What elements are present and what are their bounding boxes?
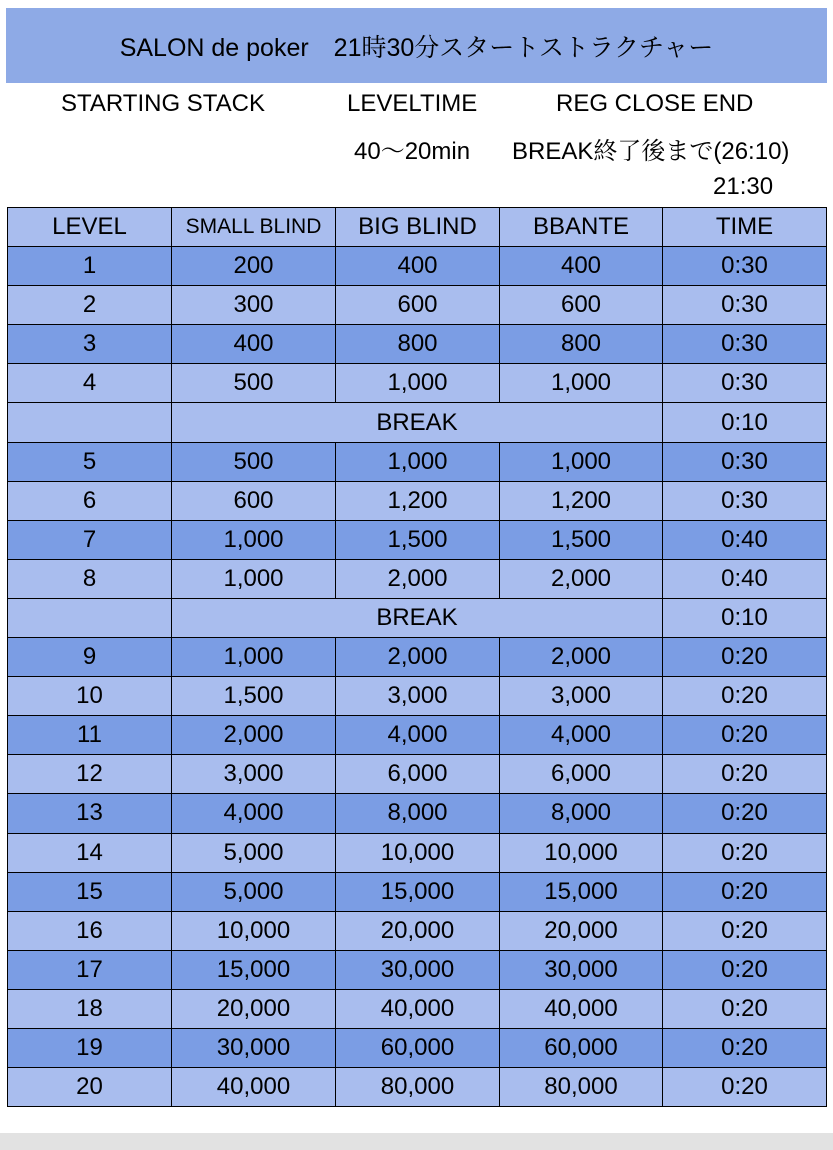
big-blind-cell: 60,000: [336, 1028, 500, 1067]
big-blind-cell: 4,000: [336, 716, 500, 755]
time-cell: 0:20: [663, 755, 827, 794]
level-cell: 6: [8, 481, 172, 520]
time-cell: 0:20: [663, 911, 827, 950]
bbante-cell: 6,000: [500, 755, 663, 794]
start-time: 21:30: [713, 173, 774, 200]
time-cell: 0:20: [663, 872, 827, 911]
bbante-cell: 1,500: [500, 520, 663, 559]
big-blind-cell: 1,000: [336, 442, 500, 481]
time-cell: 0:20: [663, 638, 827, 677]
small-blind-cell: 600: [172, 481, 336, 520]
small-blind-cell: 5,000: [172, 872, 336, 911]
small-blind-cell: 400: [172, 325, 336, 364]
level-row: [8, 364, 827, 403]
level-row: [8, 638, 827, 677]
level-row: [8, 989, 827, 1028]
level-row: [8, 481, 827, 520]
bbante-cell: 60,000: [500, 1028, 663, 1067]
level-cell: 20: [8, 1068, 172, 1107]
blind-structure-table: [7, 207, 827, 1107]
bbante-cell: 1,000: [500, 364, 663, 403]
header-bbante: BBANTE: [500, 208, 663, 247]
small-blind-cell: 500: [172, 442, 336, 481]
small-blind-cell: 1,000: [172, 638, 336, 677]
big-blind-cell: 800: [336, 325, 500, 364]
starting-stack-label: STARTING STACK: [61, 90, 266, 117]
level-cell: 7: [8, 520, 172, 559]
reg-close-value: BREAK終了後まで(26:10): [512, 138, 790, 165]
leveltime-value: 40〜20min: [354, 138, 471, 165]
level-cell: 3: [8, 325, 172, 364]
bottom-bar: [0, 1133, 833, 1150]
break-time: 0:10: [663, 403, 827, 442]
time-cell: 0:20: [663, 716, 827, 755]
small-blind-cell: 20,000: [172, 989, 336, 1028]
bbante-cell: 10,000: [500, 833, 663, 872]
break-level-cell: [8, 403, 172, 442]
time-cell: 0:20: [663, 1028, 827, 1067]
big-blind-cell: 600: [336, 286, 500, 325]
big-blind-cell: 8,000: [336, 794, 500, 833]
small-blind-cell: 10,000: [172, 911, 336, 950]
time-cell: 0:30: [663, 364, 827, 403]
small-blind-cell: 1,000: [172, 520, 336, 559]
level-row: [8, 833, 827, 872]
header-big-blind: BIG BLIND: [336, 208, 500, 247]
level-row: [8, 1068, 827, 1107]
small-blind-cell: 3,000: [172, 755, 336, 794]
break-label: BREAK: [172, 598, 663, 637]
level-cell: 16: [8, 911, 172, 950]
level-cell: 15: [8, 872, 172, 911]
time-cell: 0:30: [663, 442, 827, 481]
big-blind-cell: 15,000: [336, 872, 500, 911]
header-small-blind: SMALL BLIND: [172, 208, 336, 247]
big-blind-cell: 80,000: [336, 1068, 500, 1107]
level-cell: 4: [8, 364, 172, 403]
level-cell: 12: [8, 755, 172, 794]
level-row: [8, 559, 827, 598]
break-level-cell: [8, 598, 172, 637]
big-blind-cell: 2,000: [336, 638, 500, 677]
level-row: [8, 911, 827, 950]
small-blind-cell: 30,000: [172, 1028, 336, 1067]
reg-close-label: REG CLOSE END: [556, 90, 754, 117]
bbante-cell: 40,000: [500, 989, 663, 1028]
level-cell: 10: [8, 677, 172, 716]
level-row: [8, 950, 827, 989]
small-blind-cell: 300: [172, 286, 336, 325]
level-cell: 18: [8, 989, 172, 1028]
title-banner: [6, 8, 827, 83]
small-blind-cell: 1,500: [172, 677, 336, 716]
big-blind-cell: 40,000: [336, 989, 500, 1028]
level-cell: 14: [8, 833, 172, 872]
big-blind-cell: 6,000: [336, 755, 500, 794]
level-row: [8, 872, 827, 911]
small-blind-cell: 5,000: [172, 833, 336, 872]
small-blind-cell: 1,000: [172, 559, 336, 598]
level-cell: 19: [8, 1028, 172, 1067]
level-cell: 17: [8, 950, 172, 989]
big-blind-cell: 10,000: [336, 833, 500, 872]
time-cell: 0:20: [663, 677, 827, 716]
bbante-cell: 400: [500, 247, 663, 286]
level-row: [8, 755, 827, 794]
bbante-cell: 15,000: [500, 872, 663, 911]
bbante-cell: 1,000: [500, 442, 663, 481]
big-blind-cell: 20,000: [336, 911, 500, 950]
big-blind-cell: 1,500: [336, 520, 500, 559]
time-cell: 0:30: [663, 286, 827, 325]
level-cell: 8: [8, 559, 172, 598]
level-row: [8, 442, 827, 481]
bbante-cell: 80,000: [500, 1068, 663, 1107]
time-cell: 0:20: [663, 1068, 827, 1107]
level-row: [8, 286, 827, 325]
level-row: [8, 716, 827, 755]
big-blind-cell: 30,000: [336, 950, 500, 989]
level-cell: 11: [8, 716, 172, 755]
time-cell: 0:20: [663, 989, 827, 1028]
big-blind-cell: 1,000: [336, 364, 500, 403]
bbante-cell: 3,000: [500, 677, 663, 716]
bbante-cell: 4,000: [500, 716, 663, 755]
header-level: LEVEL: [8, 208, 172, 247]
bbante-cell: 800: [500, 325, 663, 364]
time-cell: 0:20: [663, 950, 827, 989]
break-label: BREAK: [172, 403, 663, 442]
break-time: 0:10: [663, 598, 827, 637]
level-cell: 2: [8, 286, 172, 325]
level-row: [8, 794, 827, 833]
bbante-cell: 8,000: [500, 794, 663, 833]
table-header-row: [8, 208, 827, 247]
time-cell: 0:30: [663, 247, 827, 286]
level-cell: 1: [8, 247, 172, 286]
small-blind-cell: 500: [172, 364, 336, 403]
level-row: [8, 677, 827, 716]
small-blind-cell: 200: [172, 247, 336, 286]
bbante-cell: 2,000: [500, 638, 663, 677]
big-blind-cell: 2,000: [336, 559, 500, 598]
time-cell: 0:40: [663, 559, 827, 598]
bbante-cell: 20,000: [500, 911, 663, 950]
time-cell: 0:20: [663, 794, 827, 833]
header-time: TIME: [663, 208, 827, 247]
bbante-cell: 2,000: [500, 559, 663, 598]
big-blind-cell: 400: [336, 247, 500, 286]
level-row: [8, 325, 827, 364]
break-row: [8, 403, 827, 442]
bbante-cell: 600: [500, 286, 663, 325]
time-cell: 0:30: [663, 481, 827, 520]
bbante-cell: 30,000: [500, 950, 663, 989]
big-blind-cell: 1,200: [336, 481, 500, 520]
level-row: [8, 1028, 827, 1067]
level-cell: 9: [8, 638, 172, 677]
leveltime-label: LEVELTIME: [347, 90, 478, 117]
level-row: [8, 520, 827, 559]
table-body: [8, 247, 827, 1107]
time-cell: 0:40: [663, 520, 827, 559]
small-blind-cell: 40,000: [172, 1068, 336, 1107]
small-blind-cell: 4,000: [172, 794, 336, 833]
time-cell: 0:20: [663, 833, 827, 872]
level-cell: 5: [8, 442, 172, 481]
level-row: [8, 247, 827, 286]
small-blind-cell: 2,000: [172, 716, 336, 755]
small-blind-cell: 15,000: [172, 950, 336, 989]
big-blind-cell: 3,000: [336, 677, 500, 716]
break-row: [8, 598, 827, 637]
level-cell: 13: [8, 794, 172, 833]
page-title: SALON de poker 21時30分スタートストラクチャー: [119, 33, 714, 62]
time-cell: 0:30: [663, 325, 827, 364]
bbante-cell: 1,200: [500, 481, 663, 520]
